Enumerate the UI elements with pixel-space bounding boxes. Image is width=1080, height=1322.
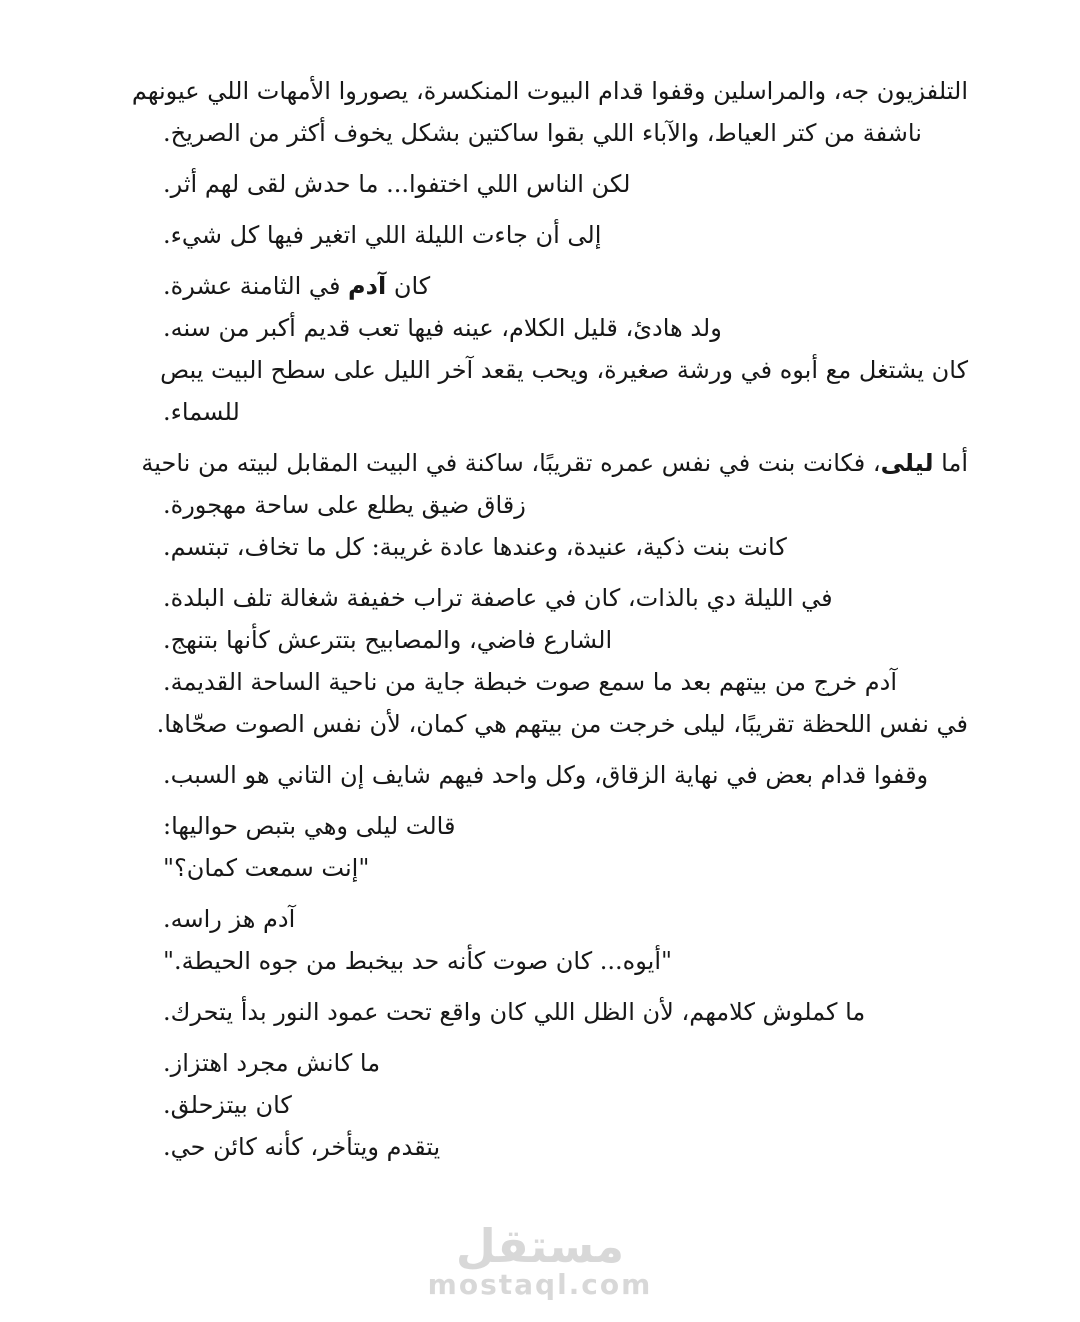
text-line [163,661,968,703]
text-line [141,442,968,484]
text-line [156,703,968,745]
text-run: في الليلة دي بالذات، كان في عاصفة تراب خفيفة شغالة تلف البلدة. [163,584,833,612]
text-run: أما [933,449,968,477]
mostaql-logo: مستقل [455,1219,625,1273]
paragraph [163,898,968,982]
text-line [163,805,968,847]
text-line [163,847,968,889]
text-run: زقاق ضيق يطلع على ساحة مهجورة. [163,491,526,519]
paragraph [131,70,968,154]
text-line [163,526,968,568]
text-run: التلفزيون جه، والمراسلين وقفوا قدام البيوت المنكسرة، يصوروا الأمهات اللي عيونهم [131,77,968,105]
text-run: ولد هادئ، قليل الكلام، عينه فيها تعب قديم أكبر من سنه. [163,314,722,342]
text-run: كان [386,272,431,300]
bold-text-run: ليلى [880,448,934,477]
text-line [163,307,968,349]
text-run: في نفس اللحظة تقريبًا، ليلى خرجت من بيتهم هي كمان، لأن نفس الصوت صحّاها. [156,710,968,738]
text-line [131,70,968,112]
text-run: إلى أن جاءت الليلة اللي اتغير فيها كل شيء. [163,221,602,249]
text-line [163,484,968,526]
text-run: وقفوا قدام بعض في نهاية الزقاق، وكل واحد فيهم شايف إن التاني هو السبب. [163,761,929,789]
text-run: يتقدم ويتأخر، كأنه كائن حي. [163,1133,441,1161]
paragraph [163,1042,968,1168]
text-run: للسماء. [163,398,240,426]
mostaql-watermark [0,1219,1080,1302]
text-run: كان يشتغل مع أبوه في ورشة صغيرة، ويحب يقعد آخر الليل على سطح البيت يبص [160,356,968,384]
text-line [163,163,968,205]
paragraph [163,805,968,889]
story-text [131,70,968,1177]
text-line [163,991,968,1033]
text-line [163,754,968,796]
text-run: كان بيتزحلق. [163,1091,292,1119]
text-line [163,577,968,619]
text-run: ما كانش مجرد اهتزاز. [163,1049,381,1077]
text-run: "إنت سمعت كمان؟" [163,854,370,882]
text-line [163,619,968,661]
text-line [163,898,968,940]
text-line [163,214,968,256]
text-run: قالت ليلى وهي بتبص حواليها: [163,812,456,840]
text-run: ، فكانت بنت في نفس عمره تقريبًا، ساكنة في البيت المقابل لبيته من ناحية [141,449,881,477]
text-run: في الثامنة عشرة. [163,272,349,300]
text-line [160,349,968,391]
text-line [163,391,968,433]
text-run: ما كملوش كلامهم، لأن الظل اللي كان واقع تحت عمود النور بدأ يتحرك. [163,998,866,1026]
paragraph [163,214,968,256]
text-run: كانت بنت ذكية، عنيدة، وعندها عادة غريبة: كل ما تخاف، تبتسم. [163,533,787,561]
mostaql-domain-text: mostaql.com [427,1268,653,1302]
text-run: آدم خرج من بيتهم بعد ما سمع صوت خبطة جاية من ناحية الساحة القديمة. [163,668,898,696]
text-run: لكن الناس اللي اختفوا... ما حدش لقى لهم أثر. [163,170,631,198]
text-line [163,112,968,154]
paragraph [160,265,968,433]
text-line [163,1126,968,1168]
bold-text-run: آدم [348,271,387,300]
text-line [163,265,968,307]
text-run: الشارع فاضي، والمصابيح بتترعش كأنها بتنهج. [163,626,613,654]
paragraph [163,163,968,205]
text-run: "أيوه... كان صوت كأنه حد بيخبط من جوه الحيطة." [163,947,673,975]
text-run: ناشفة من كتر العياط، والآباء اللي بقوا ساكتين بشكل يخوف أكثر من الصريخ. [163,119,922,147]
paragraph [156,577,968,745]
paragraph [141,442,968,568]
paragraph [163,754,968,796]
text-line [163,940,968,982]
text-line [163,1042,968,1084]
paragraph [163,991,968,1033]
text-run: آدم هز راسه. [163,905,296,933]
text-line [163,1084,968,1126]
